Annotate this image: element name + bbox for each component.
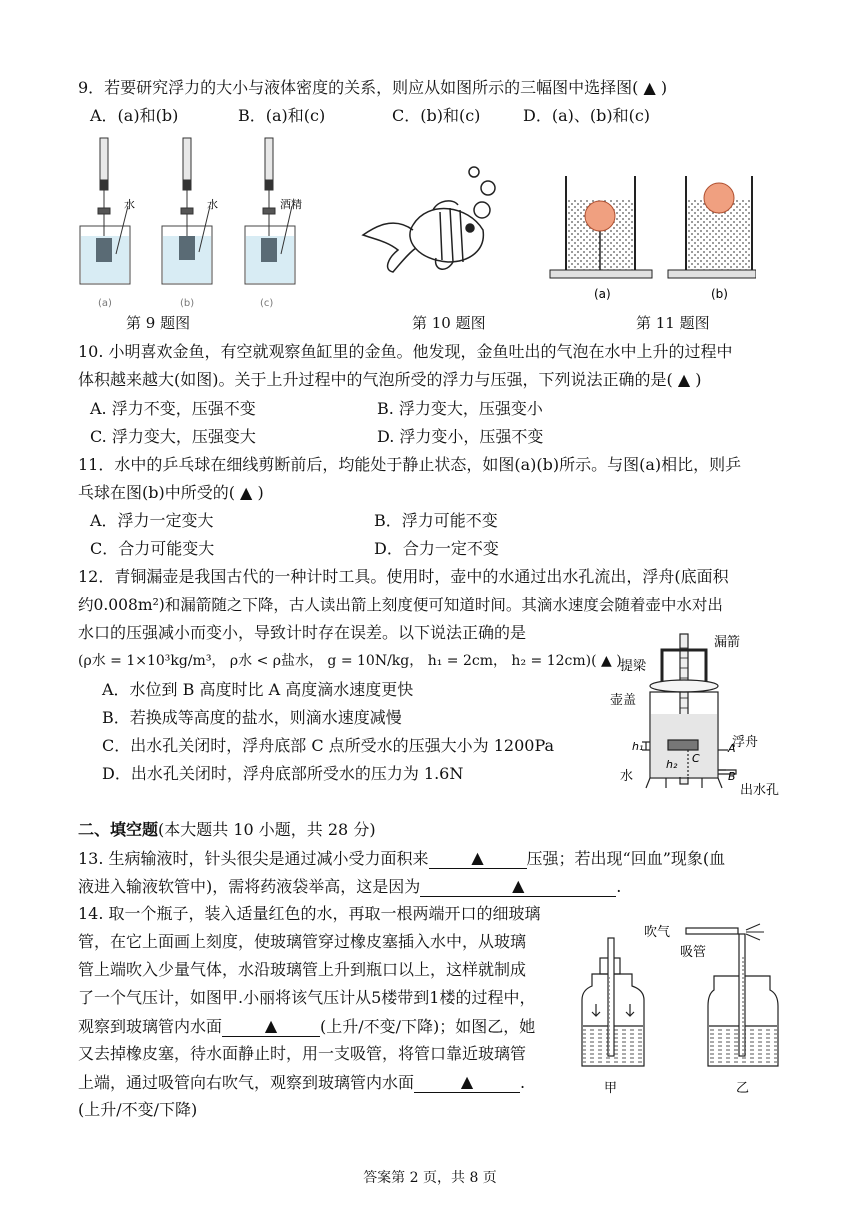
q12-option-d: D．出水孔关闭时，浮舟底部所受水的压力为 1.6N — [102, 764, 464, 783]
q14-blank-2[interactable]: ▲ — [414, 1072, 520, 1093]
q12-conditions: (ρ水 = 1×10³kg/m³， ρ水 < ρ盐水， g = 10N/kg， h₁ = 2cm， h₂ = 12cm)( ▲ ) — [78, 653, 622, 669]
q12-label-outlet: 出水孔 — [740, 783, 780, 798]
ball-a — [585, 201, 615, 231]
q10-stem-line1: 10. 小明喜欢金鱼，有空就观察鱼缸里的金鱼。他发现，金鱼吐出的气泡在水中上升的过程中 — [78, 342, 733, 361]
q11-option-a: A．浮力一定变大 — [90, 511, 214, 530]
q11-option-b: B．浮力可能不变 — [374, 511, 498, 530]
q14-label-jia: 甲 — [604, 1081, 618, 1096]
q9-figure — [70, 136, 320, 312]
q14-label-blow: 吹气 — [644, 925, 671, 940]
fish-body — [410, 209, 483, 262]
q14-line2: 管，在它上面画上刻度，使玻璃管穿过橡皮塞插入水中，从玻璃 — [78, 932, 527, 951]
q14-line3: 管上端吹入少量气体，水沿玻璃管上升到瓶口以上，这样就制成 — [78, 960, 527, 979]
section2-note: (本大题共 10 小题，共 28 分) — [158, 820, 376, 839]
q13-blank-2[interactable]: ▲ — [420, 876, 616, 897]
q9-caption: 第 9 题图 — [126, 314, 191, 332]
q14-line8: (上升/不变/下降) — [78, 1100, 198, 1119]
container-b — [668, 176, 756, 278]
q11-option-c: C．合力可能变大 — [90, 539, 215, 558]
q11-option-d: D．合力一定不变 — [374, 539, 499, 558]
q9-option-b: B．(a)和(c) — [238, 106, 326, 125]
q14-label-straw: 吸管 — [680, 945, 707, 960]
q12-stem-line1: 12．青铜漏壶是我国古代的一种计时工具。使用时，壶中的水通过出水孔流出，浮舟(底面积 — [78, 567, 729, 586]
q11-label-b: (b) — [711, 287, 728, 301]
page-footer: 答案第 2 页，共 8 页 — [363, 1170, 497, 1186]
q10-option-d: D. 浮力变小，压强不变 — [377, 427, 544, 446]
q12-label-B: B — [728, 770, 736, 783]
q12-option-a: A．水位到 B 高度时比 A 高度滴水速度更快 — [102, 680, 414, 699]
q10-option-a: A. 浮力不变，压强不变 — [90, 399, 256, 418]
q10-stem-line2: 体积越来越大(如图)。关于上升过程中的气泡所受的浮力与压强，下列说法正确的是( ▲ ) — [78, 370, 702, 389]
q12-figure — [606, 628, 786, 800]
q12-stem-line2: 约0.008m²)和漏箭随之下降，古人读出箭上刻度便可知道时间。其滴水速度会随着壶中水对出 — [78, 596, 723, 614]
q9-option-c: C．(b)和(c) — [392, 106, 481, 125]
q14-text-7a: 上端，通过吸管向右吹气，观察到玻璃管内水面 — [78, 1073, 415, 1092]
q14-line1: 14. 取一个瓶子，装入适量红色的水，再取一根两端开口的细玻璃 — [78, 904, 541, 923]
q12-label-arrow: 漏箭 — [714, 635, 741, 650]
q9-option-d: D．(a)、(b)和(c) — [523, 106, 651, 125]
q12-option-b: B．若换成等高度的盐水，则滴水速度减慢 — [102, 708, 402, 727]
q12-stem-line3: 水口的压强减小而变小，导致计时存在误差。以下说法正确的是 — [78, 623, 527, 642]
bubble-medium — [481, 181, 495, 195]
q14-line6: 又去掉橡皮塞，待水面静止时，用一支吸管，将管口靠近玻璃管 — [78, 1044, 527, 1063]
q13-line1 — [78, 848, 725, 869]
q12-label-beam: 提梁 — [620, 659, 647, 674]
q9-label-water-1: 水 — [124, 198, 135, 211]
q9-label-c: (c) — [260, 298, 274, 309]
q9-label-b: (b) — [180, 298, 195, 309]
q12-label-h1: h₁ — [632, 740, 644, 753]
bubble-small — [469, 167, 479, 177]
fish-tail — [363, 223, 416, 272]
q10-option-b: B. 浮力变大，压强变小 — [377, 399, 543, 418]
spring-scale-b — [181, 138, 193, 236]
q13-line2 — [78, 876, 621, 897]
q14-text-5a: 观察到玻璃管内水面 — [78, 1017, 223, 1036]
q12-label-lid: 壶盖 — [610, 693, 637, 708]
q13-text-4: . — [616, 877, 622, 896]
q9-stem: 9．若要研究浮力的大小与液体密度的关系，则应从如图所示的三幅图中选择图( ▲ ) — [78, 78, 668, 97]
q12-label-boat: 浮舟 — [732, 735, 759, 750]
q14-figure — [574, 916, 786, 1096]
q10-figure — [358, 150, 508, 290]
q11-figure — [546, 172, 756, 304]
q11-stem-line1: 11．水中的乒乓球在细线剪断前后，均能处于静止状态，如图(a)(b)所示。与图(a)相比，则乒 — [78, 455, 742, 474]
q14-text-7b: . — [520, 1073, 526, 1092]
q11-label-a: (a) — [594, 287, 611, 301]
q9-label-alcohol: 酒精 — [280, 198, 302, 211]
q14-blank-1[interactable]: ▲ — [222, 1016, 320, 1037]
q9-option-a: A．(a)和(b) — [90, 106, 179, 125]
block-c — [261, 238, 277, 262]
bottle-jia — [582, 938, 644, 1066]
block-a — [96, 238, 112, 262]
q12-option-c: C．出水孔关闭时，浮舟底部 C 点所受水的压强大小为 1200Pa — [102, 736, 555, 755]
q14-label-yi: 乙 — [736, 1081, 750, 1096]
q13-text-1: 13. 生病输液时，针头很尖是通过减小受力面积来 — [78, 849, 429, 868]
q13-text-3: 液进入输液软管中)，需将药液袋举高，这是因为 — [78, 877, 421, 896]
q11-caption: 第 11 题图 — [636, 314, 710, 332]
bubble-large — [474, 202, 490, 218]
section2-title: 二、填空题 — [78, 820, 159, 839]
ball-b — [704, 183, 734, 213]
q13-text-2: 压强；若出现“回血”现象(血 — [526, 849, 726, 868]
q11-stem-line2: 乓球在图(b)中所受的( ▲ ) — [78, 483, 264, 502]
q14-line4: 了一个气压计，如图甲.小丽将该气压计从5楼带到1楼的过程中， — [78, 988, 536, 1007]
q9-label-water-2: 水 — [207, 198, 218, 211]
q12-label-C: C — [692, 752, 700, 765]
pot-lid — [650, 680, 718, 692]
q14-line5 — [78, 1016, 535, 1037]
container-a — [550, 176, 652, 278]
q10-caption: 第 10 题图 — [412, 314, 486, 332]
q14-line7 — [78, 1072, 525, 1093]
block-b — [179, 236, 195, 260]
float-boat — [668, 740, 698, 750]
q12-label-water: 水 — [620, 769, 634, 784]
q13-blank-1[interactable]: ▲ — [429, 848, 527, 869]
q12-label-A: A — [728, 742, 736, 755]
straw — [686, 928, 738, 934]
q14-text-5b: (上升/不变/下降)；如图乙，她 — [320, 1017, 536, 1036]
spring-scale-c — [263, 138, 275, 238]
q10-option-c: C. 浮力变大，压强变大 — [90, 427, 256, 446]
spring-scale-a — [98, 138, 110, 238]
section2-heading — [78, 820, 376, 840]
q12-label-h2: h₂ — [666, 758, 678, 771]
q9-label-a: (a) — [98, 298, 112, 309]
